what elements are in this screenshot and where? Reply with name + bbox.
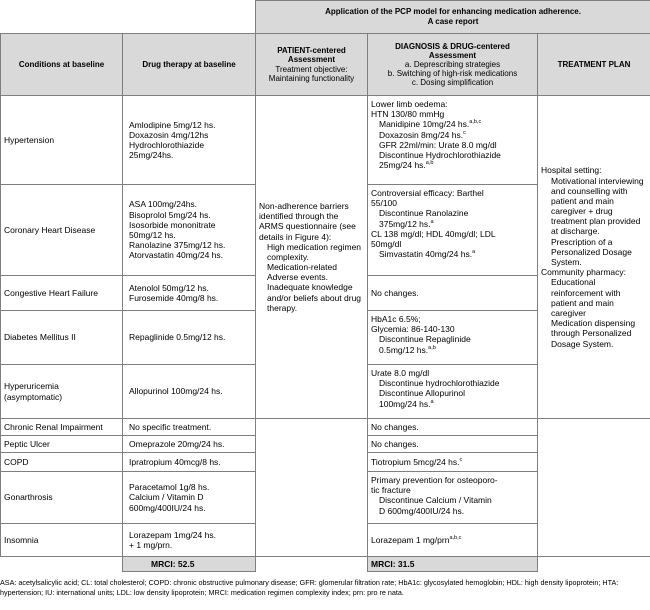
- drug-cell: [123, 311, 256, 365]
- condition-cell: Diabetes Mellitus II: [1, 311, 123, 365]
- patient-assessment-blank: [256, 419, 368, 557]
- drug-line: Furosemide 40mg/8 hs.: [129, 293, 219, 303]
- diag-line: tic fracture: [371, 485, 411, 496]
- drug-line: Bisoprolol 5mg/24 hs.: [129, 209, 211, 220]
- condition-cell: Gonarthrosis: [1, 472, 123, 524]
- plan-hospital-text: Motivational interviewing and counselling with patient and main caregiver + drug treatment plan provided at discharge.: [551, 175, 644, 237]
- header-diag-c: c. Dosing simplification: [411, 78, 494, 88]
- diag-line: D 600mg/400IU/24 hs.: [379, 505, 465, 516]
- drug-line: 50mg/12 hs.: [129, 230, 176, 240]
- drug-cell: [123, 185, 256, 276]
- diag-line: Discontinue Repaglinide: [379, 334, 471, 345]
- header-patient-assessment: [256, 34, 368, 96]
- diag-line: Doxazosin 8mg/24 hs.$^c$: [379, 129, 466, 140]
- diag-line: Glycemia: 86-140-130: [371, 324, 455, 335]
- drug-cell: [123, 365, 256, 419]
- treatment-plan-blank: [538, 419, 650, 557]
- drug-cell: Omeprazole 20mg/24 hs.: [123, 436, 256, 453]
- drug-line: Isosorbide mononitrate: [129, 219, 216, 230]
- diag-cell-insomnia: Lorazepam 1 mg/prn$^{a,b,c}$: [368, 524, 538, 557]
- footnote: ASA: acetylsalicylic acid; CL: total cholesterol; COPD: chronic obstructive pulmonary disease; GFR: glomerular filtration rate; HbA1c: glycosylated hemoglobin; HDL: high density lipoprotein; HTA: hypertension; IU: international units; LDL: low density lipoprotein; MRCI: medication regimen complexity index; prn: pro re nata.: [0, 578, 619, 597]
- drug-line: 25mg/24hs.: [129, 150, 174, 161]
- drug-cell: [123, 96, 256, 185]
- barrier-item: Medication-related Adverse events.: [267, 262, 337, 283]
- plan-hospital-heading: Hospital setting:: [541, 165, 602, 176]
- condition-cell: Chronic Renal Impairment: [1, 419, 123, 436]
- condition-cell: Insomnia: [1, 524, 123, 557]
- condition-cell: Congestive Heart Failure: [1, 276, 123, 311]
- drug-line: Paracetamol 1g/8 hs.: [129, 482, 210, 493]
- header-diag-a: a. Deprescribing strategies: [404, 59, 501, 69]
- diag-cell-chf: No changes.: [368, 276, 538, 311]
- drug-line: Ranolazine 375mg/12 hs.: [129, 240, 226, 251]
- drug-line: ASA 100mg/24hs.: [129, 199, 198, 210]
- drug-line: Amlodipine 5mg/12 hs.: [129, 119, 216, 130]
- table-row: [1, 419, 650, 436]
- drug-line: Hydrochlorothiazide: [129, 140, 205, 150]
- table-row: [1, 96, 650, 185]
- header-diagnosis-assessment: [368, 34, 538, 96]
- barrier-item: High medication regimen complexity.: [267, 241, 362, 262]
- diag-line: 375mg/12 hs.$^a$: [379, 218, 434, 229]
- diag-cell-gonarthrosis: [368, 472, 538, 524]
- header-diag-b: b. Switching of high-risk medications: [387, 69, 518, 79]
- diag-line: 25mg/24 hs.$^{a,b}$: [379, 160, 434, 171]
- drug-line: Allopurinol 100mg/24 hs.: [129, 386, 223, 397]
- diag-line: Discontinue Ranolazine: [379, 208, 469, 219]
- header-patient-title: PATIENT-centered Assessment: [277, 46, 346, 65]
- drug-line: Atenolol 50mg/12 hs.: [129, 282, 209, 293]
- mrci-blank: [1, 557, 123, 572]
- diag-line: Urate 8.0 mg/dl: [371, 368, 430, 378]
- drug-line: + 1 mg/prn.: [129, 540, 173, 550]
- diag-line: 55/100: [371, 198, 397, 209]
- drug-cell: [123, 524, 256, 557]
- header-patient-sub1: Treatment objective:: [275, 64, 348, 74]
- plan-pharmacy-heading: Community pharmacy:: [541, 267, 627, 278]
- diag-line: Primary prevention for osteoporo-: [371, 475, 498, 485]
- drug-cell: Ipratropium 40mcg/8 hs.: [123, 453, 256, 472]
- diag-cell-hyperuricemia: [368, 365, 538, 419]
- diag-line: CL 138 mg/dl; HDL 40mg/dl; LDL: [371, 228, 496, 239]
- barrier-item: Inadequate knowledge and/or beliefs about drug therapy.: [267, 282, 362, 313]
- diag-line: Discontinue Hydrochlorothiazide: [379, 149, 501, 160]
- condition-cell: Coronary Heart Disease: [1, 185, 123, 276]
- header-conditions: Conditions at baseline: [1, 34, 123, 96]
- diag-line: Controversial efficacy: Barthel: [371, 188, 484, 198]
- drug-line: Atorvastatin 40mg/24 hs.: [129, 250, 224, 261]
- diag-line: GFR 22ml/min: Urate 8.0 mg/dl: [379, 139, 497, 150]
- diag-cell-coronary: [368, 185, 538, 276]
- diag-line: Discontinue hydrochlorothiazide: [379, 378, 500, 389]
- plan-pharmacy-text: Educational reinforcement with patient and main caregiver: [551, 277, 621, 318]
- condition-cell: Hypertension: [1, 96, 123, 185]
- drug-line: Repaglinide 0.5mg/12 hs.: [129, 332, 226, 343]
- header-drug-therapy: Drug therapy at baseline: [123, 34, 256, 96]
- condition-cell: Hyperuricemia (asymptomatic): [1, 365, 123, 419]
- diag-line: 100mg/24 hs.$^a$: [379, 398, 434, 409]
- drug-cell: [123, 472, 256, 524]
- drug-line: Lorazepam 1mg/24 hs.: [129, 529, 216, 540]
- mrci-baseline: MRCI: 52.5: [123, 557, 256, 572]
- treatment-plan-cell: [538, 96, 650, 419]
- diag-line: Discontinue Allopurinol: [379, 388, 465, 399]
- mrci-blank: [256, 557, 368, 572]
- blank-corner: [1, 1, 256, 34]
- header-treatment-plan: TREATMENT PLAN: [538, 34, 650, 96]
- drug-cell: No specific treatment.: [123, 419, 256, 436]
- diag-line: Lower limb oedema:: [371, 99, 448, 109]
- drug-line: Doxazosin 4mg/12hs: [129, 129, 209, 140]
- diag-line: Discontinue Calcium / Vitamin: [379, 495, 492, 506]
- table-title: [256, 1, 650, 34]
- mrci-blank: [538, 557, 650, 572]
- diag-line: 50mg/dl: [371, 238, 402, 249]
- header-patient-sub2: Maintaining functionality: [268, 73, 355, 83]
- diag-line: HTN 130/80 mmHg: [371, 109, 445, 120]
- plan-pharmacy-text2: Medication dispensing through Personalized Dosage System.: [551, 318, 636, 349]
- diag-line: 0.5mg/12 hs.$^{a,b}$: [379, 344, 436, 355]
- mrci-row: [1, 557, 650, 572]
- diag-line: Manidipine 10mg/24 hs.$^{a,b,c}$: [379, 119, 482, 130]
- table-title-sub: A case report: [427, 17, 479, 26]
- table-title-main: Application of the PCP model for enhancing medication adherence.: [325, 7, 581, 16]
- patient-intro: Non-adherence barriers identified through the ARMS questionnaire (see details in Figure 4):: [259, 200, 356, 242]
- diag-cell-renal: No changes.: [368, 419, 538, 436]
- mrci-after: MRCI: 31.5: [368, 557, 538, 572]
- diag-cell-ulcer: No changes.: [368, 436, 538, 453]
- plan-hospital-text2: Prescription of a Personalized Dosage System.: [551, 236, 632, 267]
- drug-line: 600mg/400IU/24 hs.: [129, 502, 206, 513]
- diag-line: Simvastatin 40mg/24 hs.$^a$: [379, 249, 476, 260]
- condition-cell: COPD: [1, 453, 123, 472]
- condition-cell: Peptic Ulcer: [1, 436, 123, 453]
- header-diag-title: DIAGNOSIS & DRUG-centered Assessment: [395, 41, 510, 60]
- drug-line: Calcium / Vitamin D: [129, 492, 204, 503]
- diag-line: HbA1c 6.5%;: [371, 314, 421, 324]
- patient-assessment-cell: [256, 96, 368, 419]
- diag-cell-copd: Tiotropium 5mcg/24 hs.$^c$: [368, 453, 538, 472]
- drug-cell: [123, 276, 256, 311]
- diag-cell-diabetes: [368, 311, 538, 365]
- diag-cell-hypertension: [368, 96, 538, 185]
